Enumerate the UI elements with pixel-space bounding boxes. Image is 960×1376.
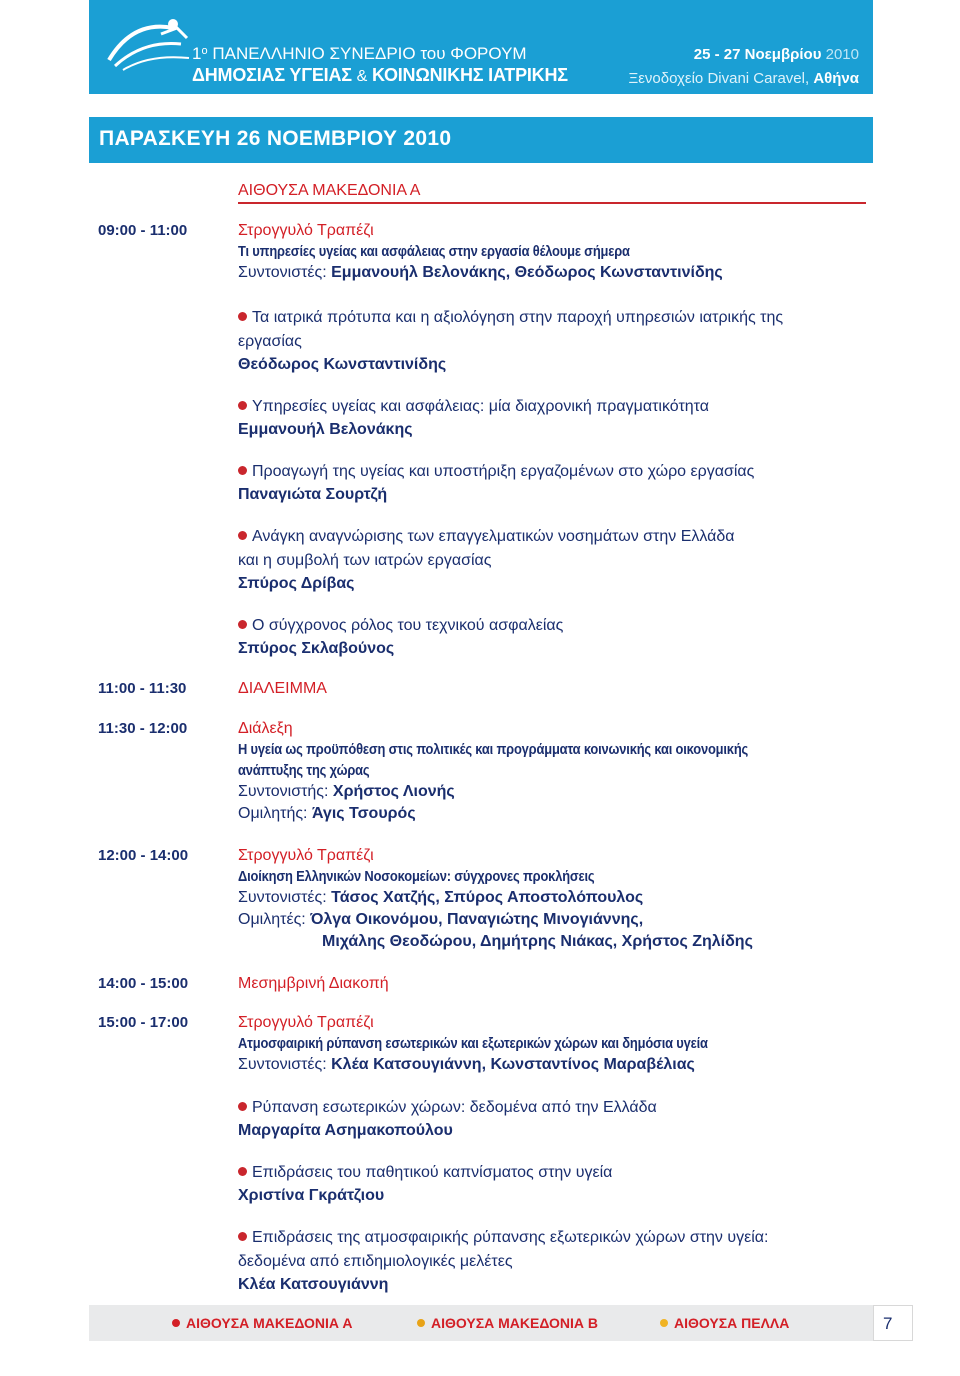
legend-dot-icon [417,1319,425,1327]
forum-logo-icon [103,14,203,74]
session-title: Τι υπηρεσίες υγείας και ασφάλειας στην εργασία θέλουμε σήμερα [238,243,630,260]
session-block [238,1013,868,1076]
bullet-icon [238,1232,247,1241]
session-block [238,974,868,994]
conference-header [89,0,873,94]
session-time: 09:00 - 11:00 [98,222,188,239]
session-chairs: Συντονιστής: Χρήστος Λιονής [238,783,455,800]
talk-item: Υπηρεσίες υγείας και ασφάλειας: μία διαχρονική πραγματικότητα Εμμανουήλ Βελονάκης [238,395,868,441]
talk-item: Ανάγκη αναγνώρισης των επαγγελματικών νοσημάτων στην Ελλάδα και η συμβολή των ιατρών εργασίας Σπύρος Δρίβας [238,525,868,595]
talk-item: Ο σύγχρονος ρόλος του τεχνικού ασφαλείας Σπύρος Σκλαβούνος [238,614,868,660]
page-number: 7 [883,1314,893,1333]
session-title-cont: ανάπτυξης της χώρας [238,762,370,779]
session-block [238,846,868,953]
talk-item: Επιδράσεις του παθητικού καπνίσματος στην υγεία Χριστίνα Γκράτζιου [238,1161,868,1207]
hall-title: ΑΙΘΟΥΣΑ ΜΑΚΕΔΟΝΙΑ Α [238,182,421,199]
talk-speaker: Σπύρος Δρίβας [238,575,355,592]
legend-dot-icon [660,1319,668,1327]
bullet-icon [238,312,247,321]
talk-speaker: Θεόδωρος Κωνσταντινίδης [238,356,447,373]
day-title: ΠΑΡΑΣΚΕΥΗ 26 ΝΟΕΜΒΡΙΟΥ 2010 [99,127,452,150]
page-number-box [873,1305,913,1341]
talk-speaker: Εμμανουήλ Βελονάκης [238,421,413,438]
session-title: Διοίκηση Ελληνικών Νοσοκομείων: σύγχρονες προκλήσεις [238,868,595,885]
session-type: Στρογγυλό Τραπέζι [238,222,374,239]
session-time: 14:00 - 15:00 [98,975,189,992]
day-banner [89,117,873,163]
talk-item: Προαγωγή της υγείας και υποστήριξη εργαζομένων στο χώρο εργασίας Παναγιώτα Σουρτζή [238,460,868,506]
bullet-icon [238,531,247,540]
bullet-icon [238,1167,247,1176]
bullet-icon [238,620,247,629]
session-block [238,719,868,825]
talk-item: Επιδράσεις της ατμοσφαιρικής ρύπανσης εξωτερικών χώρων στην υγεία: δεδομένα από επιδημιολογικές μελέτες Κλέα Κατσουγιάννη [238,1226,868,1296]
talk-speaker: Κλέα Κατσουγιάννη [238,1276,389,1293]
bullet-icon [238,466,247,475]
legend-dot-icon [172,1319,180,1327]
talk-speaker: Παναγιώτα Σουρτζή [238,486,388,503]
session-chairs: Συντονιστές: Κλέα Κατσουγιάννη, Κωνσταντίνος Μαραβέλιας [238,1056,695,1073]
conference-venue: Ξενοδοχείο Divani Caravel, Αθήνα [628,70,859,87]
bullet-icon [238,1102,247,1111]
session-block [238,679,868,699]
session-time: 11:30 - 12:00 [98,720,188,737]
conference-title-line1: $1^o$ ΠΑΝΕΛΛΗΝΙΟ ΣΥΝΕΔΡΙΟ του ΦΟΡΟΥΜ [192,44,527,63]
session-speakers: Ομιλητής: Άγις Τσουρός [238,805,416,822]
session-speakers-cont: Μιχάλης Θεοδώρου, Δημήτρης Νιάκας, Χρήστος Ζηλίδης [322,933,753,950]
session-chairs: Συντονιστές: Τάσος Χατζής, Σπύρος Αποστολόπουλος [238,889,644,906]
talk-item: Ρύπανση εσωτερικών χώρων: δεδομένα από την Ελλάδα Μαργαρίτα Ασημακοπούλου [238,1096,868,1142]
session-title: Η υγεία ως προϋπόθεση στις πολιτικές και προγράμματα κοινωνικής και οικονομικής [238,741,749,758]
session-speakers: Ομιλητές: Όλγα Οικονόμου, Παναγιώτης Μινογιάννης, [238,911,644,928]
session-time: 12:00 - 14:00 [98,847,189,864]
talk-speaker: Σπύρος Σκλαβούνος [238,640,395,657]
talk-speaker: Μαργαρίτα Ασημακοπούλου [238,1122,453,1139]
legend-hall-makedonia-a: ΑΙΘΟΥΣΑ ΜΑΚΕΔΟΝΙΑ Α [172,1315,353,1331]
session-block [238,221,868,284]
hall-divider [238,202,866,204]
session-title: Ατμοσφαιρική ρύπανση εσωτερικών και εξωτερικών χώρων και δημόσια υγεία [238,1035,708,1052]
session-type: Μεσημβρινή Διακοπή [238,975,389,992]
legend-hall-pella: ΑΙΘΟΥΣΑ ΠΕΛΛΑ [660,1315,789,1331]
session-time: 15:00 - 17:00 [98,1014,189,1031]
session-time: 11:00 - 11:30 [98,680,187,697]
bullet-icon [238,401,247,410]
session-type: ΔΙΑΛΕΙΜΜΑ [238,680,327,697]
session-type: Διάλεξη [238,720,293,737]
legend-hall-makedonia-b: ΑΙΘΟΥΣΑ ΜΑΚΕΔΟΝΙΑ Β [417,1315,598,1331]
session-chairs: Συντονιστές: Εμμανουήλ Βελονάκης, Θεόδωρος Κωνσταντινίδης [238,264,723,281]
session-type: Στρογγυλό Τραπέζι [238,847,374,864]
conference-title-line2: ΔΗΜΟΣΙΑΣ ΥΓΕΙΑΣ & ΚΟΙΝΩΝΙΚΗΣ ΙΑΤΡΙΚΗΣ [192,65,568,85]
talk-item: Τα ιατρικά πρότυπα και η αξιολόγηση στην παροχή υπηρεσιών ιατρικής της εργασίας Θεόδωρος Κωνσταντινίδης [238,306,868,376]
conference-dates: 25 - 27 Νοεμβρίου 2010 [693,46,859,63]
talk-speaker: Χριστίνα Γκράτζιου [238,1187,385,1204]
footer-legend [89,1305,873,1341]
session-type: Στρογγυλό Τραπέζι [238,1014,374,1031]
